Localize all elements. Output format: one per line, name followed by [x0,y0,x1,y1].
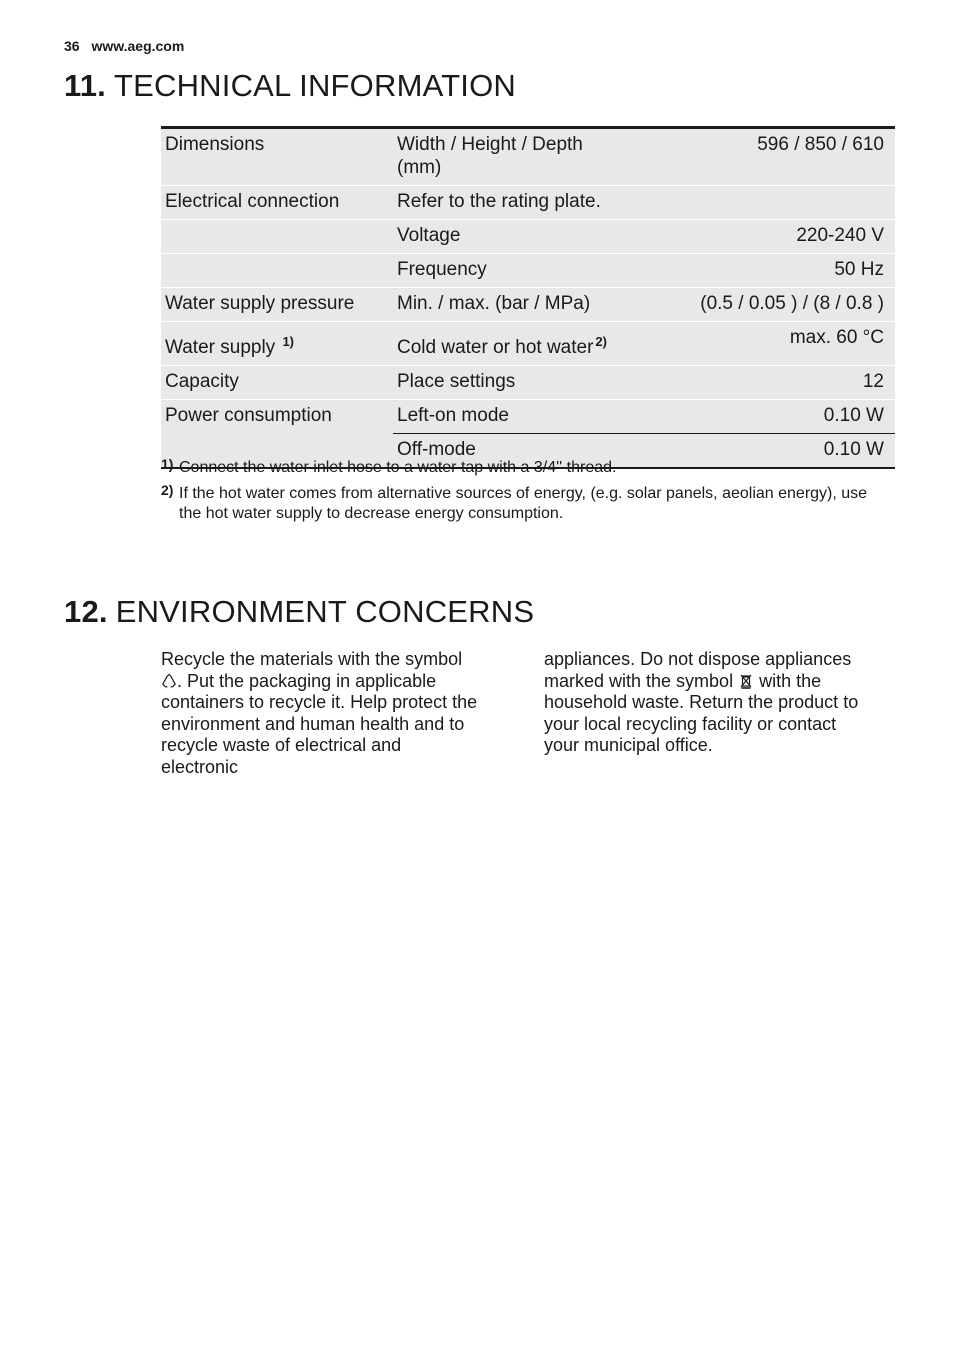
table-cell: (0.5 / 0.05 ) / (8 / 0.8 ) [691,288,895,322]
environment-text-left [161,649,481,778]
section-number: 11. [64,68,106,103]
footnotes [161,458,881,530]
header-url: www.aeg.com [91,38,185,54]
table-cell: Frequency [393,254,691,288]
table-row [161,322,895,366]
table-cell: Electrical connection [161,186,393,220]
table-cell: Min. / max. (bar / MPa) [393,288,691,322]
table-cell: Off-mode [393,434,691,469]
table-cell: 596 / 850 / 610 [691,128,895,186]
footnote-mark: 1) [161,456,174,472]
table-row [161,366,895,400]
footnote [161,484,881,524]
table-cell [161,254,393,288]
crossed-bin-icon [738,673,754,689]
footnote-ref: 1) [282,334,295,349]
table-cell: max. 60 °C [691,322,895,366]
table-cell: Capacity [161,366,393,400]
section-title-text: ENVIRONMENT CONCERNS [115,594,535,629]
table-cell: 50 Hz [691,254,895,288]
table-cell: 0.10 W [691,400,895,434]
footnote [161,458,881,478]
table-cell [161,220,393,254]
section-12-title [64,594,534,630]
footnote-ref: 2) [595,334,607,349]
table-cell: Water supply pressure [161,288,393,322]
footnote-mark: 2) [161,482,174,498]
table-row [161,220,895,254]
table-row [161,288,895,322]
table-cell: Width / Height / Depth (mm) [393,128,691,186]
table-row [161,186,895,220]
table-cell: Power consumption [161,400,393,469]
table-row [161,254,895,288]
table-cell: Cold water or hot water $^{2)}$ [393,322,691,366]
page-header [64,38,184,54]
paragraph-text: appliances. Do not dispose appliances marked with the symbol [544,649,852,691]
table-cell: Voltage [393,220,691,254]
table-cell: Water supply $^{1)}$ [161,322,393,366]
paragraph-text: Recycle the materials with the symbol [161,649,463,669]
footnote-text: If the hot water comes from alternative sources of energy, (e.g. solar panels, aeolian energy), use the hot water supply to decrease energy consumption. [179,485,868,522]
table-cell: Left-on mode [393,400,691,434]
paragraph-text: . Put the packaging in applicable containers to recycle it. Help protect the environment and human health and to recycle waste of electrical and electronic [161,670,478,777]
table-cell: Dimensions [161,128,393,186]
table-cell: 12 [691,366,895,400]
table-row [161,400,895,434]
table-cell: 220-240 V [691,220,895,254]
footnote-text: Connect the water inlet hose to a water tap with a 3/4'' thread. [179,459,617,476]
table-row [161,128,895,186]
table-cell [691,186,895,220]
table-cell: Place settings [393,366,691,400]
section-title-text: TECHNICAL INFORMATION [113,68,517,103]
recycle-icon [161,673,177,689]
section-11-title [64,68,516,104]
paragraph-text: with the household waste. Return the product to your local recycling facility or contact your municipal office. [544,670,859,755]
table-cell: 0.10 W [691,434,895,469]
environment-text-right [544,649,864,757]
table-cell: Refer to the rating plate. [393,186,691,220]
section-number: 12. [64,594,108,629]
page-number: 36 [64,38,80,54]
technical-information-table [161,126,895,469]
